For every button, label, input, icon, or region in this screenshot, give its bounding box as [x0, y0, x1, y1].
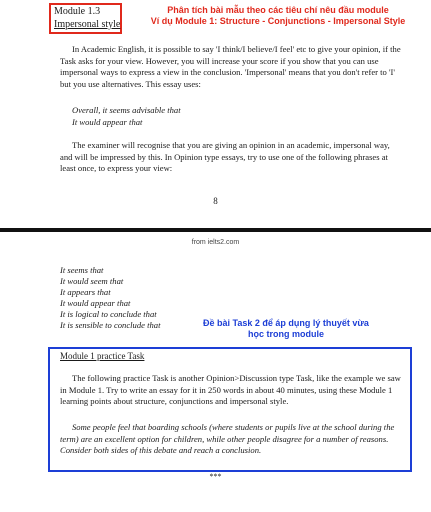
end-marker: ***: [209, 472, 222, 481]
paragraph-examiner: The examiner will recognise that you are giving an opinion in an academic, impersonal way, and will be impressed by this. In Opinion type essays, try to use one of the following phrases at least once, to express your view:: [60, 140, 390, 173]
document-page-1: [0, 0, 431, 228]
paragraph-intro: In Academic English, it is possible to say 'I think/I believe/I feel' etc to give your opinion, if the Task asks for your view. However, you will increase your score if you show that you can use impersonal ways to express a view in the conclusion. 'Impersonal' means that you don't refer to 'I' but you use alternatives. This essay uses:: [60, 44, 401, 89]
phrase-item: It seems that: [60, 265, 104, 275]
phrase-item: It would seem that: [60, 276, 124, 286]
page-divider: [0, 228, 431, 232]
phrase-item: It is sensible to conclude that: [60, 320, 161, 330]
practice-task-prompt: Some people feel that boarding schools (where students or pupils live at the school during the term) are an excellent option for children, while other people disagree for a number of reasons. Consider both sides of this debate and reach a conclusion.: [60, 422, 395, 455]
example-item: Overall, it seems advisable that: [72, 105, 181, 115]
module-title: Module 1.3: [54, 6, 101, 17]
phrase-item: It is logical to conclude that: [60, 309, 157, 319]
example-list: [60, 104, 181, 128]
practice-task-intro: The following practice Task is another Opinion>Discussion type Task, like the example we saw in Module 1. Try to write an essay for it in 250 words in about 40 minutes, using these Module 1 learning points about structure, conjunctions and impersonal style.: [60, 373, 401, 406]
phrase-list: [60, 265, 160, 331]
practice-task-title: Module 1 practice Task: [60, 351, 145, 361]
phrase-item: It appears that: [60, 287, 111, 297]
page-number: 8: [213, 196, 218, 206]
annotation-red: [130, 5, 426, 27]
annotation-blue-line1: Đề bài Task 2 để áp dụng lý thuyết vừa: [203, 318, 369, 328]
annotation-red-line1: Phân tích bài mẫu theo các tiêu chí nêu đầu module: [167, 5, 389, 15]
annotation-blue: [180, 318, 392, 340]
annotation-red-line2: Ví dụ Module 1: Structure - Conjunctions - Impersonal Style: [150, 16, 406, 26]
example-item: It would appear that: [72, 117, 143, 127]
phrase-item: It would appear that: [60, 298, 131, 308]
module-subtitle: Impersonal style: [54, 19, 121, 30]
annotation-blue-line2: học trong module: [248, 329, 324, 339]
source-caption: from ielts2.com: [191, 239, 240, 246]
